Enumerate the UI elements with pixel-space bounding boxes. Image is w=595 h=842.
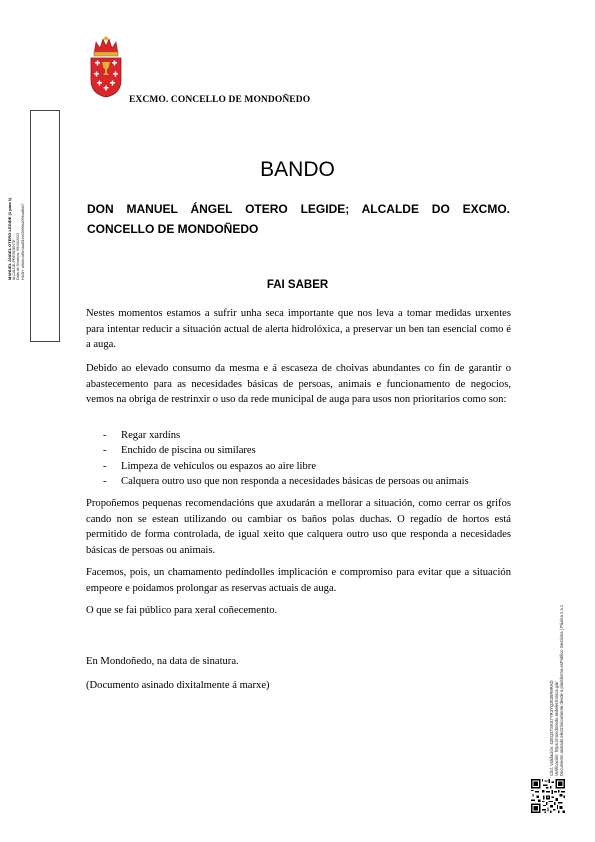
signature-line: Data de Sinatura: 09/10/2023 bbox=[16, 233, 21, 280]
restricted-uses-list bbox=[86, 428, 511, 489]
fai-saber-heading: FAI SABER bbox=[266, 279, 329, 291]
list-marker: - bbox=[103, 445, 107, 457]
validation-line: Documento asinado electrónicamente desde a plataforma esPublico Gestiona | Páxina 1 a 1 bbox=[559, 604, 564, 776]
signature-stamp-box bbox=[30, 110, 60, 342]
list-marker: - bbox=[103, 475, 107, 487]
validation-line: Cód. Validación: 4ZEQ4TSKS7YR3YQ2635R9RAD bbox=[549, 680, 554, 776]
list-item: - Enchido de piscina ou similares bbox=[86, 443, 511, 458]
coat-of-arms-icon bbox=[88, 36, 124, 98]
mayor-heading: DON MANUEL ÁNGEL OTERO LEGIDE; ALCALDE DO EXCMO. CONCELLO DE MONDOÑEDO bbox=[87, 202, 510, 236]
list-marker: - bbox=[103, 460, 107, 472]
list-item: - Calquera outro uso que non responda a necesidades básicas de persoas ou animais bbox=[86, 474, 511, 489]
paragraph-intro: Nestes momentos estamos a sufrir unha seca importante que nos leva a tomar medidas urxentes para intentar reducir a situación actual de alerta hidrolóxica, a preservar un ben tan esencial como é a auga. bbox=[86, 308, 511, 351]
council-name: EXCMO. CONCELLO DE MONDOÑEDO bbox=[129, 95, 311, 105]
list-item: - Limpeza de vehículos ou espazos ao aire libre bbox=[86, 459, 511, 474]
validation-line[interactable]: Verificación: https://mondonedo.sedelectronica.gal/ bbox=[554, 681, 559, 776]
list-item: - Regar xardíns bbox=[86, 428, 511, 443]
signature-line: ALCALDE-PRESIDENTE bbox=[12, 239, 16, 280]
document-title: BANDO bbox=[260, 158, 335, 181]
paragraph-public-notice: O que se fai público para xeral coñecemento. bbox=[86, 605, 278, 616]
paragraph-recommendations: Propoñemos pequenas recomendacións que axudarán a mellorar a situación, como cerrar os grifos cando non se estean utilizando ou cambiar os baños polas duchas. O regadío de hortos está permitido de forma controlada, de igual xeito que calquera outro uso que responda a necesidades básicas de persoas ou animais. bbox=[86, 498, 511, 556]
signature-line: HASH: a9b0c4d5e4ba8f1ec03999a20ff4bd8b67 bbox=[20, 203, 25, 280]
qr-code-icon bbox=[531, 779, 565, 813]
paragraph-restriction: Debido ao elevado consumo da mesma e á escaseza de choivas abundantes co fin de garantir o abastecemento para as necesidades básicas de persoas, animais e funcionamento de negocios, vemos na obriga de restrinxir o uso da rede municipal de auga para usos non prioritarios como son: bbox=[86, 363, 511, 406]
paragraph-appeal: Facemos, pois, un chamamento pedíndolles implicación e compromiso para evitar que a situación empeore e poidamos prolongar as reservas actuais de auga. bbox=[86, 567, 511, 594]
place-and-date: En Mondoñedo, na data de sinatura. bbox=[86, 656, 239, 667]
signer-name: MANUEL ÁNGEL OTERO LEGIDE (1 para 1) bbox=[7, 197, 12, 280]
signed-note: (Documento asinado dixitalmente á marxe) bbox=[86, 680, 270, 691]
list-marker: - bbox=[103, 430, 107, 441]
